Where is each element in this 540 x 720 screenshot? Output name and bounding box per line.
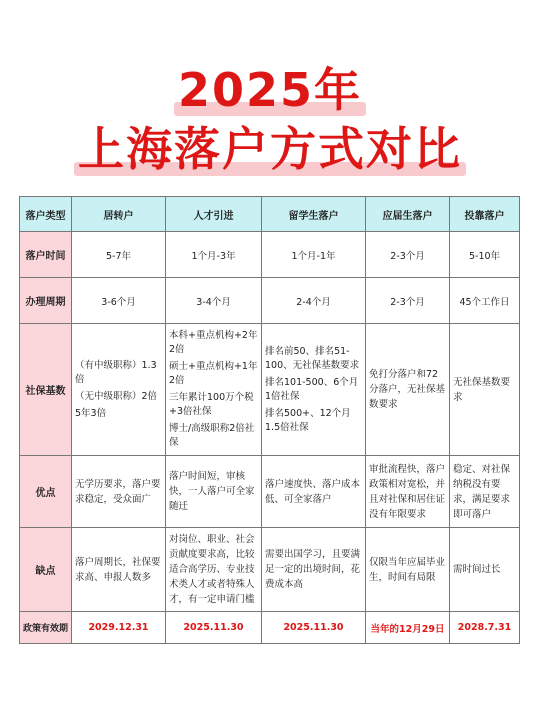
cell-line: 博士/高级职称2倍社保 bbox=[169, 423, 255, 448]
table-cell: 1个月-1年 bbox=[262, 232, 366, 278]
table-cell: 1个月-3年 bbox=[166, 232, 262, 278]
table-cell: 免打分落户和72分落户，无社保基数要求 bbox=[366, 324, 450, 456]
table-cell: 2-4个月 bbox=[262, 278, 366, 324]
table-cell: 3-4个月 bbox=[166, 278, 262, 324]
table-cell: 无学历要求，落户要求稳定，受众面广 bbox=[72, 456, 166, 528]
header-cell: 人才引进 bbox=[166, 197, 262, 232]
comparison-table bbox=[19, 196, 520, 644]
header-cell: 居转户 bbox=[72, 197, 166, 232]
row-label: 办理周期 bbox=[20, 278, 72, 324]
table-cell: 2028.7.31 bbox=[450, 612, 520, 644]
table-cell: 2-3个月 bbox=[366, 278, 450, 324]
table-cell: 落户速度快、落户成本低、可全家落户 bbox=[262, 456, 366, 528]
row-label: 落户时间 bbox=[20, 232, 72, 278]
table-row bbox=[20, 456, 520, 528]
cell-line: 5年3倍 bbox=[75, 407, 107, 419]
table-cell: 需时间过长 bbox=[450, 528, 520, 612]
cell-line: 本科+重点机构+2年2倍 bbox=[169, 330, 258, 355]
table-cell: 对岗位、职业、社会贡献度要求高，比较适合高学历、专业技术类人才或者特殊人才，有一定申请门槛 bbox=[166, 528, 262, 612]
table-row bbox=[20, 612, 520, 644]
cell-line: 排名500+、12个月1.5倍社保 bbox=[265, 407, 351, 433]
table-cell: 审批流程快，落户政策相对宽松，并且对社保和居住证没有年限要求 bbox=[366, 456, 450, 528]
table-cell bbox=[262, 324, 366, 456]
table-header-row bbox=[20, 197, 520, 232]
title-block bbox=[0, 62, 540, 178]
row-label: 缺点 bbox=[20, 528, 72, 612]
row-label: 政策有效期 bbox=[20, 612, 72, 644]
header-cell: 留学生落户 bbox=[262, 197, 366, 232]
cell-line: （有中级职称）1.3倍 bbox=[75, 359, 157, 385]
table-cell: 需要出国学习，且要满足一定的出境时间，花费成本高 bbox=[262, 528, 366, 612]
cell-line: 排名前50、排名51-100、无社保基数要求 bbox=[265, 345, 360, 371]
table-row bbox=[20, 278, 520, 324]
cell-line: 硕士+重点机构+1年2倍 bbox=[169, 361, 258, 386]
table-cell: 2025.11.30 bbox=[262, 612, 366, 644]
title-year: 2025年 bbox=[170, 62, 370, 118]
table-row bbox=[20, 232, 520, 278]
header-cell: 应届生落户 bbox=[366, 197, 450, 232]
row-label: 优点 bbox=[20, 456, 72, 528]
table-cell: 5-7年 bbox=[72, 232, 166, 278]
cell-line: 排名101-500、6个月1倍社保 bbox=[265, 376, 359, 402]
table-cell: 2-3个月 bbox=[366, 232, 450, 278]
table-cell: 2025.11.30 bbox=[166, 612, 262, 644]
table-row bbox=[20, 528, 520, 612]
table-cell: 当年的12月29日 bbox=[366, 612, 450, 644]
table-cell: 3-6个月 bbox=[72, 278, 166, 324]
cell-line: （无中级职称）2倍 bbox=[75, 390, 158, 402]
table-cell bbox=[166, 324, 262, 456]
table-row bbox=[20, 324, 520, 456]
table-cell: 45个工作日 bbox=[450, 278, 520, 324]
comparison-table-wrap bbox=[19, 196, 519, 644]
title-main: 上海落户方式对比 bbox=[70, 120, 470, 178]
table-cell bbox=[72, 324, 166, 456]
table-cell: 稳定、对社保纳税没有要求，满足要求即可落户 bbox=[450, 456, 520, 528]
table-cell: 2029.12.31 bbox=[72, 612, 166, 644]
table-cell: 5-10年 bbox=[450, 232, 520, 278]
header-cell: 落户类型 bbox=[20, 197, 72, 232]
row-label: 社保基数 bbox=[20, 324, 72, 456]
header-cell: 投靠落户 bbox=[450, 197, 520, 232]
table-cell: 落户周期长，社保要求高、申报人数多 bbox=[72, 528, 166, 612]
table-cell: 仅限当年应届毕业生，时间有局限 bbox=[366, 528, 450, 612]
cell-line: 三年累计100万个税+3倍社保 bbox=[169, 392, 254, 417]
table-cell: 无社保基数要求 bbox=[450, 324, 520, 456]
table-cell: 落户时间短，审核快，一人落户可全家随迁 bbox=[166, 456, 262, 528]
